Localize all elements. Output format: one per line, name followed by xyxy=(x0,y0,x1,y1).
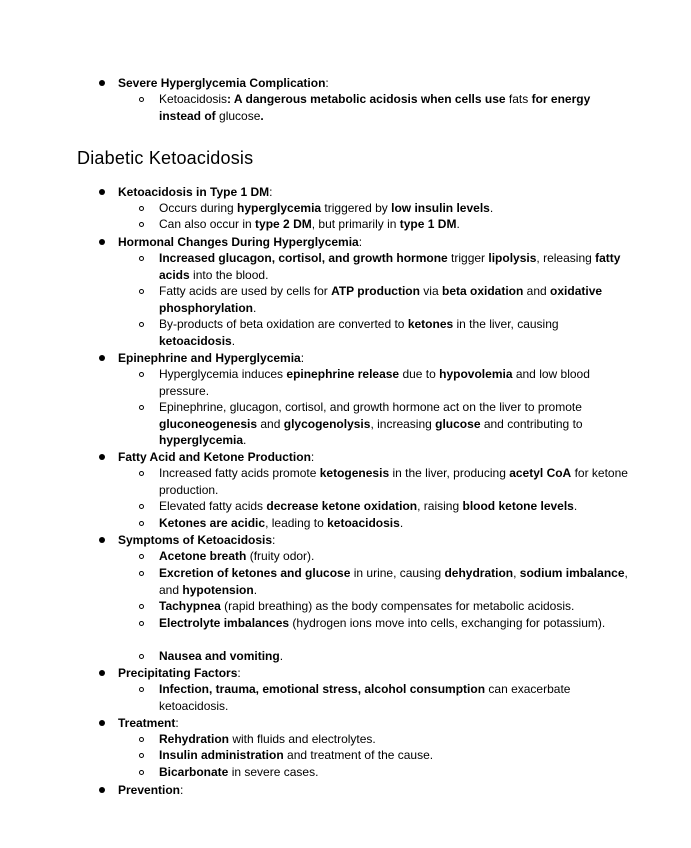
bold-text: Tachypnea xyxy=(159,599,221,613)
bold-text: Bicarbonate xyxy=(159,765,229,779)
list-item xyxy=(159,565,629,598)
text: and xyxy=(257,416,284,431)
text: Increased fatty acids promote xyxy=(159,466,320,480)
circle-bullet-icon xyxy=(139,372,144,377)
list-item xyxy=(159,250,629,283)
list-item-heading: Fatty Acid and Ketone Production: xyxy=(118,450,315,464)
text: . xyxy=(253,582,258,597)
list-item xyxy=(159,681,629,714)
bold-text: Infection, trauma, emotional stress, alcohol consumption xyxy=(159,682,486,696)
text: Ketoacidosis xyxy=(159,92,228,106)
text: . xyxy=(399,516,404,530)
bold-text: ketoacidosis xyxy=(327,516,400,530)
list-item-heading-label: Precipitating Factors xyxy=(118,666,238,680)
bold-text: epinephrine release xyxy=(286,367,400,381)
circle-bullet-icon xyxy=(139,504,144,509)
circle-bullet-icon xyxy=(139,256,144,261)
list-item xyxy=(159,548,629,565)
text: due to xyxy=(399,367,440,381)
text: via xyxy=(419,284,442,298)
text: Occurs during xyxy=(159,201,238,215)
bullet-icon xyxy=(99,787,105,793)
list-item xyxy=(159,399,629,449)
text: . xyxy=(456,217,460,231)
text: . xyxy=(231,333,236,348)
list-item-heading-label: Treatment xyxy=(118,716,176,730)
bold-text: Excretion of ketones and glucose xyxy=(159,566,351,580)
bullet-icon xyxy=(99,454,105,460)
text: can exacerbate ketoacidosis. xyxy=(159,682,571,713)
bold-text: Increased glucagon, cortisol, and growth hormone xyxy=(159,251,448,265)
bold-text: Acetone breath xyxy=(159,549,247,563)
list-item xyxy=(159,465,629,498)
circle-bullet-icon xyxy=(139,753,144,758)
text: . xyxy=(243,433,247,447)
bold-text: sodium imbalance xyxy=(519,566,625,580)
text: , xyxy=(513,566,520,580)
bold-text: Rehydration xyxy=(159,732,230,746)
bold-text: lipolysis xyxy=(488,251,537,265)
list-item xyxy=(159,366,629,399)
text: into the blood. xyxy=(189,267,269,282)
bold-text: hypovolemia xyxy=(439,367,513,381)
text: and treatment of the cause. xyxy=(283,748,434,762)
text: . xyxy=(573,499,578,513)
list-item xyxy=(159,216,629,233)
circle-bullet-icon xyxy=(139,289,144,294)
text: in the liver, producing xyxy=(389,466,510,480)
text: Epinephrine, glucagon, cortisol, and growth hormone act on the liver to promote xyxy=(159,400,582,414)
text: , but primarily in xyxy=(311,217,400,231)
list-item-heading: Severe Hyperglycemia Complication: xyxy=(118,76,329,90)
text: , releasing xyxy=(536,251,596,265)
bold-text: hyperglycemia xyxy=(159,433,244,447)
list-item-heading-label: Fatty Acid and Ketone Production xyxy=(118,450,311,464)
circle-bullet-icon xyxy=(139,687,144,692)
circle-bullet-icon xyxy=(139,521,144,526)
circle-bullet-icon xyxy=(139,554,144,559)
text: glucose xyxy=(219,108,261,123)
bold-text: blood ketone levels xyxy=(462,499,574,513)
bold-text: gluconeogenesis xyxy=(159,416,258,431)
bullet-icon xyxy=(99,355,105,361)
list-item xyxy=(159,200,629,217)
text: Fatty acids are used by cells for xyxy=(159,284,332,298)
bold-text: Electrolyte imbalances xyxy=(159,616,290,630)
bold-text: ketones xyxy=(407,317,454,331)
bold-text: fatty acids xyxy=(159,251,621,282)
list-item-heading-label: Severe Hyperglycemia Complication xyxy=(118,76,326,90)
list-item-heading-label: Epinephrine and Hyperglycemia xyxy=(118,351,301,365)
text: Can also occur in xyxy=(159,217,256,231)
circle-bullet-icon xyxy=(139,322,144,327)
bullet-icon xyxy=(99,189,105,195)
list-item xyxy=(159,598,629,615)
text: in the liver, causing xyxy=(453,317,559,331)
bullet-icon xyxy=(99,80,105,86)
list-item-heading: Treatment: xyxy=(118,716,179,730)
bold-text: dehydration xyxy=(444,566,514,580)
circle-bullet-icon xyxy=(139,405,144,410)
list-item-heading: Precipitating Factors: xyxy=(118,666,241,680)
list-item-heading: Epinephrine and Hyperglycemia: xyxy=(118,351,305,365)
bold-text: ketoacidosis xyxy=(159,333,232,348)
list-item-heading-label: Hormonal Changes During Hyperglycemia xyxy=(118,235,359,249)
text: . xyxy=(253,300,257,315)
bold-text: ketogenesis xyxy=(319,466,390,480)
list-item-heading-label: Prevention xyxy=(118,783,181,797)
list-item xyxy=(159,283,629,316)
list-item xyxy=(159,764,629,781)
text: , increasing xyxy=(370,416,436,431)
bullet-icon xyxy=(99,537,105,543)
list-item xyxy=(159,316,629,349)
bold-text: : A dangerous metabolic acidosis when cells use xyxy=(227,92,509,106)
list-item-heading-label: Symptoms of Ketoacidosis xyxy=(118,533,273,547)
bold-text: hyperglycemia xyxy=(237,201,322,215)
circle-bullet-icon xyxy=(139,222,144,227)
bold-text: Ketones are acidic xyxy=(159,516,266,530)
bold-text: type 1 DM xyxy=(399,217,457,231)
text: , raising xyxy=(417,499,463,513)
bold-text: for energy instead of xyxy=(159,92,591,123)
text: fats xyxy=(508,92,529,106)
text: , leading to xyxy=(265,516,328,530)
circle-bullet-icon xyxy=(139,571,144,576)
text: By-products of beta oxidation are converted to xyxy=(159,317,408,331)
list-item xyxy=(159,91,629,124)
bold-text: acetyl CoA xyxy=(509,466,572,480)
list-item-heading-label: Ketoacidosis in Type 1 DM xyxy=(118,185,270,199)
text: (hydrogen ions move into cells, exchanging for potassium). xyxy=(289,616,606,630)
bold-text: low insulin levels xyxy=(391,201,490,215)
circle-bullet-icon xyxy=(139,206,144,211)
text: Elevated fatty acids xyxy=(159,499,267,513)
circle-bullet-icon xyxy=(139,654,144,659)
list-item-heading: Ketoacidosis in Type 1 DM: xyxy=(118,185,273,199)
bold-text: Insulin administration xyxy=(159,748,284,762)
list-item xyxy=(159,731,629,748)
bold-text: . xyxy=(260,108,264,123)
text: , and xyxy=(159,566,628,597)
bold-text: glucose xyxy=(435,416,481,431)
bold-text: type 2 DM xyxy=(255,217,312,231)
list-item xyxy=(159,648,629,665)
bold-text: glycogenolysis xyxy=(283,416,371,431)
list-item xyxy=(159,615,629,632)
bullet-icon xyxy=(99,239,105,245)
text: with fluids and electrolytes. xyxy=(229,732,376,746)
text: . xyxy=(279,649,284,663)
circle-bullet-icon xyxy=(139,621,144,626)
text: (rapid breathing) as the body compensates for metabolic acidosis. xyxy=(220,599,575,613)
circle-bullet-icon xyxy=(139,471,144,476)
list-item-heading: Prevention: xyxy=(118,783,184,797)
circle-bullet-icon xyxy=(139,97,144,102)
bullet-icon xyxy=(99,720,105,726)
bold-text: decrease ketone oxidation xyxy=(266,499,418,513)
text: for ketone production. xyxy=(159,466,628,497)
list-item-heading: Symptoms of Ketoacidosis: xyxy=(118,533,276,547)
bold-text: beta oxidation xyxy=(441,284,524,298)
page-title: Diabetic Ketoacidosis xyxy=(77,148,254,168)
text: in urine, causing xyxy=(350,566,445,580)
text: . xyxy=(489,201,494,215)
text: trigger xyxy=(447,251,489,265)
text: triggered by xyxy=(321,201,392,215)
bold-text: oxidative phosphorylation xyxy=(159,284,603,315)
bold-text: ATP production xyxy=(331,284,420,298)
list-item-heading: Hormonal Changes During Hyperglycemia: xyxy=(118,235,363,249)
list-item xyxy=(159,515,629,532)
text: and contributing to xyxy=(480,416,583,431)
list-item xyxy=(159,747,629,764)
circle-bullet-icon xyxy=(139,737,144,742)
list-item xyxy=(159,498,629,515)
text: in severe cases. xyxy=(228,765,319,779)
text: and xyxy=(523,284,551,298)
bullet-icon xyxy=(99,670,105,676)
circle-bullet-icon xyxy=(139,604,144,609)
circle-bullet-icon xyxy=(139,770,144,775)
text: Hyperglycemia induces xyxy=(159,367,287,381)
text: (fruity odor). xyxy=(246,549,315,563)
bold-text: Nausea and vomiting xyxy=(159,649,280,663)
text: and low blood pressure. xyxy=(159,367,590,398)
bold-text: hypotension xyxy=(182,582,254,597)
